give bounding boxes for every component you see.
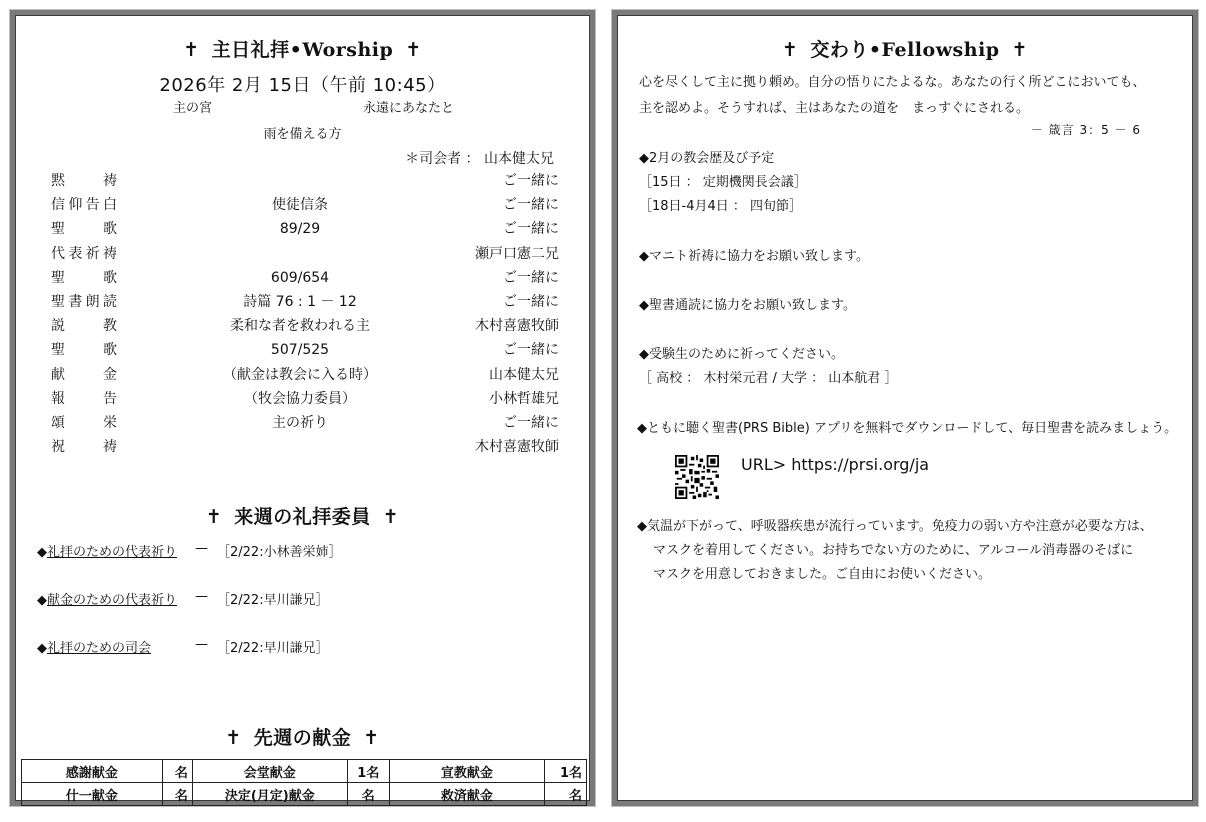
order-leader: 瀬戸口憲二兄 bbox=[475, 245, 559, 262]
committee-title: 来週の礼拝委員 bbox=[234, 506, 371, 528]
schedule-item: ［18日-4月4日 ： 四旬節］ bbox=[639, 199, 803, 214]
offering-table bbox=[21, 759, 587, 806]
order-row bbox=[51, 266, 559, 290]
scripture-reference: － 箴言 3：5 － 6 bbox=[1030, 123, 1141, 137]
service-date: 2026年 2月 15日（午前 10:45） bbox=[159, 75, 446, 96]
order-detail: （献金は教会に入る時） bbox=[223, 366, 377, 383]
committee-value: ［2/22:早川謙兄］ bbox=[217, 593, 329, 608]
announcement-bible-reading: ◆聖書通読に協力をお願い致します。 bbox=[639, 298, 856, 313]
cross-icon: ✝ bbox=[781, 39, 799, 61]
order-item: 代表祈祷 bbox=[51, 245, 117, 262]
offering-title: 先週の献金 bbox=[253, 727, 352, 749]
health-notice: マスクを用意しておきました。ご自由にお使いください。 bbox=[653, 567, 992, 582]
worship-panel bbox=[10, 10, 595, 806]
order-item: 頌栄 bbox=[51, 414, 117, 431]
health-notice: ◆気温が下がって、呼吸器疾患が流行っています。免疫力の弱い方や注意が必要な方は、 bbox=[637, 519, 1153, 534]
order-row bbox=[51, 314, 559, 338]
health-notice: マスクを着用してください。お持ちでない方のために、アルコール消毒器のそばに bbox=[653, 543, 1134, 558]
order-row bbox=[51, 193, 559, 217]
table-cell: 1名 bbox=[347, 760, 389, 783]
order-item: 献金 bbox=[51, 366, 117, 383]
table-row bbox=[22, 760, 587, 783]
committee-label: 礼拝のための代表祈り bbox=[47, 545, 178, 560]
order-item: 黙祷 bbox=[51, 173, 117, 189]
order-detail: 89/29 bbox=[279, 221, 321, 238]
dash: — bbox=[195, 589, 208, 604]
cross-icon: ✝ bbox=[1011, 39, 1028, 61]
order-item: 信仰告白 bbox=[51, 197, 117, 214]
announcement-exam: ◆受験生のために祈ってください。 bbox=[639, 347, 844, 362]
table-cell: 会堂献金 bbox=[192, 760, 347, 783]
table-cell: 救済献金 bbox=[389, 783, 544, 806]
order-item: 説教 bbox=[51, 318, 117, 335]
order-leader: 木村喜憲牧師 bbox=[475, 439, 559, 456]
cross-icon: ✝ bbox=[183, 39, 200, 61]
order-detail: 507/525 bbox=[270, 342, 330, 359]
diamond-icon: ◆ bbox=[37, 545, 47, 560]
order-leader: ご一緒に bbox=[503, 293, 559, 310]
order-item: 祝祷 bbox=[51, 439, 117, 456]
order-row bbox=[51, 363, 559, 387]
table-cell: 感謝献金 bbox=[22, 760, 163, 783]
order-item: 聖歌 bbox=[51, 342, 117, 359]
order-detail: （牧会協力委員） bbox=[244, 390, 356, 407]
order-leader: 木村喜憲牧師 bbox=[475, 318, 559, 335]
committee-item bbox=[37, 541, 342, 560]
order-detail: 柔和な者を救われる主 bbox=[230, 318, 370, 335]
cross-icon: ✝ bbox=[205, 506, 223, 528]
order-row bbox=[51, 387, 559, 411]
schedule-title: ◆2月の教会歴及び予定 bbox=[639, 151, 775, 166]
cross-icon: ✝ bbox=[363, 727, 380, 749]
verse-left: 主の宮 bbox=[173, 101, 213, 116]
fellowship-title: 交わり•Fellowship bbox=[810, 39, 1000, 61]
order-detail: 主の祈り bbox=[272, 414, 328, 431]
table-cell: 宣教献金 bbox=[389, 760, 544, 783]
table-cell: 名 bbox=[544, 783, 586, 806]
order-leader: ご一緒に bbox=[503, 342, 559, 359]
order-detail: 詩篇 76 : 1 － 12 bbox=[243, 293, 357, 310]
table-cell: 1名 bbox=[544, 760, 586, 783]
table-cell: 什一献金 bbox=[22, 783, 163, 806]
cross-icon: ✝ bbox=[405, 39, 422, 61]
order-detail: 609/654 bbox=[270, 269, 330, 286]
committee-heading bbox=[15, 502, 590, 529]
order-item: 聖歌 bbox=[51, 269, 117, 286]
order-row bbox=[51, 242, 559, 266]
order-row bbox=[51, 290, 559, 314]
table-cell: 名 bbox=[347, 783, 389, 806]
order-row bbox=[51, 338, 559, 362]
order-leader: 山本健太兄 bbox=[489, 366, 559, 383]
dash: — bbox=[195, 637, 208, 652]
fellowship-heading bbox=[617, 35, 1193, 62]
diamond-icon: ◆ bbox=[37, 641, 47, 656]
presider: ＊司会者 ： 山本健太兄 bbox=[405, 151, 554, 167]
worship-heading bbox=[15, 35, 590, 62]
scripture-line: 心を尽くして主に拠り頼め。自分の悟りにたよるな。あなたの行く所どこにおいても、 bbox=[639, 75, 1146, 90]
offering-heading bbox=[15, 723, 590, 750]
order-leader: ご一緒に bbox=[503, 197, 559, 214]
order-item: 聖歌 bbox=[51, 221, 117, 238]
committee-item bbox=[37, 589, 329, 608]
order-leader: 小林哲雄兄 bbox=[489, 390, 559, 407]
order-of-service bbox=[51, 169, 559, 459]
order-item: 報告 bbox=[51, 390, 117, 407]
announcement-manito: ◆マニト祈祷に協力をお願い致します。 bbox=[639, 249, 869, 264]
order-detail: 使徒信条 bbox=[272, 197, 328, 214]
committee-label: 献金のための代表祈り bbox=[47, 593, 178, 608]
order-row bbox=[51, 217, 559, 241]
order-item: 聖書朗読 bbox=[51, 293, 117, 310]
order-leader: ご一緒に bbox=[503, 269, 559, 286]
table-cell: 名 bbox=[162, 783, 192, 806]
diamond-icon: ◆ bbox=[37, 593, 47, 608]
dash: — bbox=[195, 541, 208, 556]
table-cell: 決定(月定)献金 bbox=[192, 783, 347, 806]
worship-title: 主日礼拝•Worship bbox=[211, 39, 394, 61]
table-cell: 名 bbox=[162, 760, 192, 783]
verse-right: 永遠にあなたと bbox=[363, 101, 455, 116]
app-url: URL> https://prsi.org/ja bbox=[741, 455, 930, 474]
cross-icon: ✝ bbox=[225, 727, 242, 749]
order-row bbox=[51, 169, 559, 193]
order-row bbox=[51, 435, 559, 459]
order-row bbox=[51, 411, 559, 435]
order-leader: ご一緒に bbox=[503, 173, 559, 189]
committee-value: ［2/22:小林善栄姉］ bbox=[217, 545, 342, 560]
exam-detail: ［ 高校 ： 木村栄元君 / 大学 ： 山本航君 ］ bbox=[639, 371, 898, 386]
schedule-item: ［15日 ： 定期機関長会議］ bbox=[639, 175, 807, 190]
fellowship-panel bbox=[612, 10, 1198, 806]
table-row bbox=[22, 783, 587, 806]
order-leader: ご一緒に bbox=[503, 414, 559, 431]
verse-second: 雨を備える方 bbox=[263, 127, 342, 142]
committee-value: ［2/22:早川謙兄］ bbox=[217, 641, 329, 656]
cross-icon: ✝ bbox=[382, 506, 400, 528]
committee-item bbox=[37, 637, 329, 656]
order-leader: ご一緒に bbox=[503, 221, 559, 238]
scripture-line: 主を認めよ。そうすれば、主はあなたの道を まっすぐにされる。 bbox=[639, 101, 1030, 116]
announcement-app: ◆ともに聴く聖書(PRS Bible) アプリを無料でダウンロードして、毎日聖書を読みましょう。 bbox=[637, 421, 1178, 436]
qr-code-icon bbox=[675, 455, 719, 499]
committee-label: 礼拝のための司会 bbox=[47, 641, 152, 656]
